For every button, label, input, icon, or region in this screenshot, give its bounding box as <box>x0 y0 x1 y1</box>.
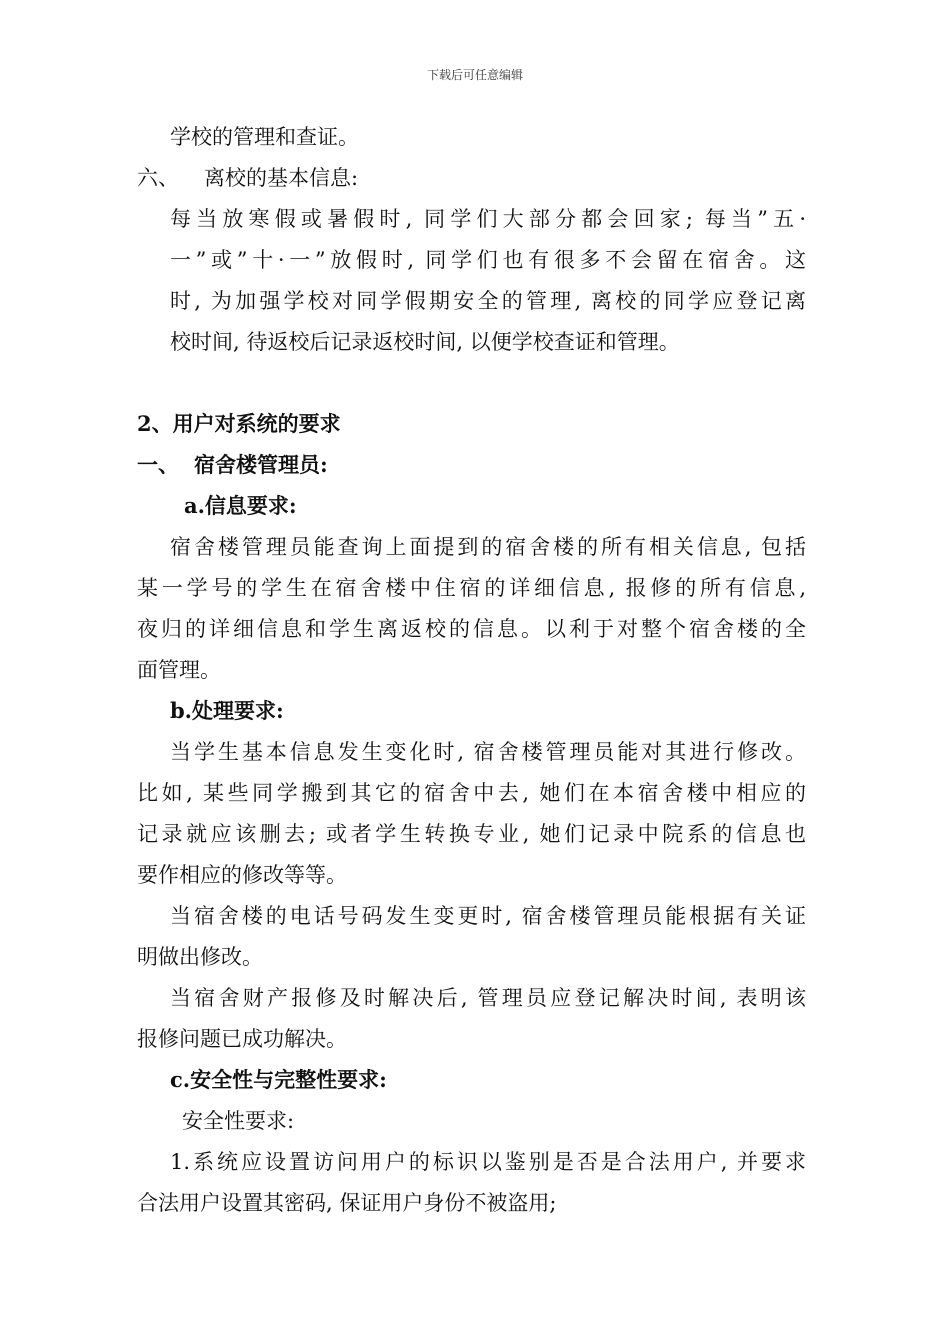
paragraph-line: 校时间, 待返校后记录返校时间, 以便学校查证和管理。 <box>170 330 680 354</box>
section-heading: 宿舍楼管理员: <box>194 452 328 477</box>
paragraph-line: 1.系统应设置访问用户的标识以鉴别是否是合法用户, 并要求 <box>170 1150 806 1174</box>
section-heading: 离校的基本信息: <box>204 166 359 190</box>
page-header: 下载后可任意编辑 <box>426 68 523 82</box>
paragraph-line: 合法用户设置其密码, 保证用户身份不被盗用; <box>137 1191 557 1215</box>
paragraph-line: 时, 为加强学校对同学假期安全的管理, 离校的同学应登记离 <box>170 289 806 313</box>
paragraph-line: 当宿舍楼的电话号码发生变更时, 宿舍楼管理员能根据有关证 <box>170 904 806 928</box>
paragraph-line: 一”或”十·一”放假时, 同学们也有很多不会留在宿舍。这 <box>170 248 806 272</box>
paragraph-line: 宿舍楼管理员能查询上面提到的宿舍楼的所有相关信息, 包括 <box>170 535 806 559</box>
paragraph-line: 当学生基本信息发生变化时, 宿舍楼管理员能对其进行修改。 <box>170 740 806 764</box>
subsection-heading: b.处理要求: <box>170 698 284 723</box>
paragraph-line: 比如, 某些同学搬到其它的宿舍中去, 她们在本宿舍楼中相应的 <box>137 781 806 805</box>
paragraph-line: 要作相应的修改等等。 <box>137 863 347 887</box>
section-number: 一、 <box>137 452 179 477</box>
paragraph-line: 明做出修改。 <box>137 945 263 969</box>
paragraph-line: 当宿舍财产报修及时解决后, 管理员应登记解决时间, 表明该 <box>170 986 806 1010</box>
paragraph-line: 学校的管理和查证。 <box>170 125 359 149</box>
subsection-heading: a.信息要求: <box>184 493 297 518</box>
paragraph-line: 安全性要求: <box>182 1109 295 1133</box>
paragraph-line: 某一学号的学生在宿舍楼中住宿的详细信息, 报修的所有信息, <box>137 576 806 600</box>
subsection-heading: c.安全性与完整性要求: <box>170 1067 387 1092</box>
section-number: 六、 <box>137 166 179 190</box>
paragraph-line: 记录就应该删去; 或者学生转换专业, 她们记录中院系的信息也 <box>137 822 806 846</box>
chapter-heading: 2、用户对系统的要求 <box>137 411 341 436</box>
paragraph-line: 面管理。 <box>137 658 221 682</box>
paragraph-line: 报修问题已成功解决。 <box>137 1027 347 1051</box>
paragraph-line: 每当放寒假或暑假时, 同学们大部分都会回家; 每当”五· <box>170 207 806 231</box>
paragraph-line: 夜归的详细信息和学生离返校的信息。以利于对整个宿舍楼的全 <box>137 617 806 641</box>
